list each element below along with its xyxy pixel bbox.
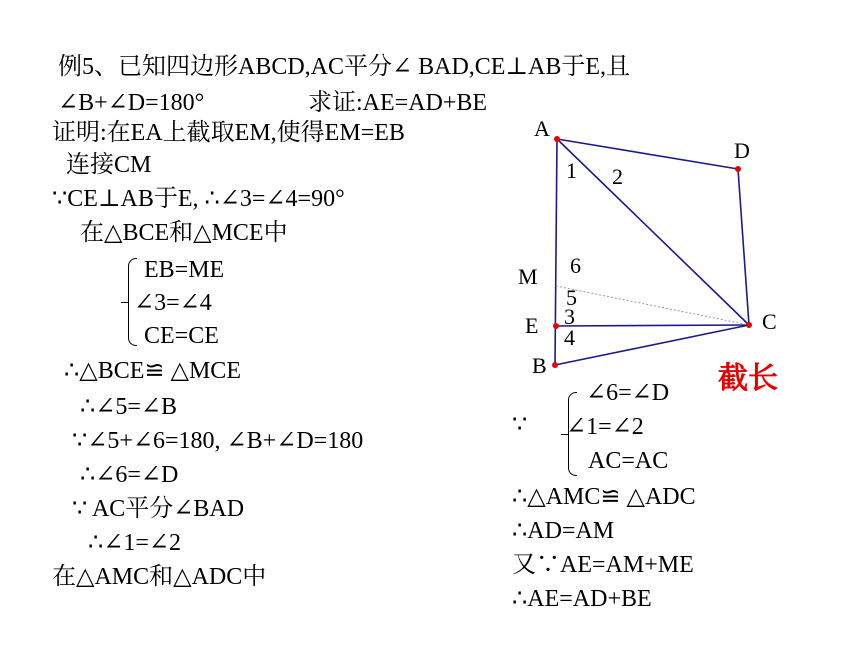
proof-step-construct: 证明:在EA上截取EM,使得EM=EB	[52, 120, 405, 146]
problem-goal: 求证:AE=AD+BE	[308, 90, 488, 116]
system1-eq-3: CE=CE	[144, 323, 219, 349]
proof-step-triangles-1: 在△BCE和△MCE中	[80, 220, 288, 246]
because-symbol: ∵	[512, 412, 528, 438]
method-tag: 截长	[718, 361, 778, 396]
segment-AC	[557, 139, 749, 325]
label-E: E	[525, 313, 539, 338]
point-E	[553, 323, 559, 329]
point-C	[746, 322, 752, 328]
label-A: A	[534, 116, 550, 141]
angle-label-4: 4	[564, 325, 575, 350]
angle-label-6: 6	[570, 253, 581, 278]
proof-step-bisector: ∵ AC平分∠BAD	[72, 496, 245, 522]
problem-condition: ∠B+∠D=180°	[58, 90, 205, 116]
point-A	[554, 136, 560, 142]
point-B	[552, 362, 558, 368]
proof-step-ae-sum: 又∵AE=AM+ME	[512, 552, 694, 578]
angle-label-2: 2	[612, 164, 623, 189]
system2-eq-1: ∠6=∠D	[586, 380, 670, 406]
proof-step-triangles-2: 在△AMC和△ADC中	[52, 564, 267, 590]
segment-AB	[555, 139, 557, 365]
system2-eq-3: AC=AC	[588, 448, 669, 474]
proof-step-connect: 连接CM	[66, 152, 152, 178]
proof-step-perpendicular: ∵CE⊥AB于E, ∴∠3=∠4=90°	[52, 186, 345, 212]
segment-MC	[556, 286, 749, 325]
system2-eq-2: ∠1=∠2	[566, 414, 644, 440]
proof-step-sum: ∵∠5+∠6=180, ∠B+∠D=180	[72, 428, 364, 454]
segment-EC	[556, 325, 749, 326]
angle-label-1: 1	[566, 158, 577, 183]
system1-eq-1: EB=ME	[144, 257, 225, 283]
proof-step-congruent-2: ∴△AMC≌ △ADC	[512, 484, 696, 510]
angle-label-5: 5	[566, 285, 577, 310]
segment-BC	[555, 325, 749, 365]
label-D: D	[734, 138, 750, 163]
proof-conclusion: ∴AE=AD+BE	[512, 586, 652, 612]
label-C: C	[762, 309, 777, 334]
segment-DC	[738, 169, 749, 325]
proof-step-angle12: ∴∠1=∠2	[88, 530, 182, 556]
system1-eq-2: ∠3=∠4	[134, 290, 212, 316]
proof-step-angle5: ∴∠5=∠B	[80, 394, 178, 420]
proof-step-ad-am: ∴AD=AM	[512, 518, 615, 544]
point-D	[735, 166, 741, 172]
label-B: B	[532, 353, 547, 378]
proof-step-congruent-1: ∴△BCE≌ △MCE	[64, 358, 241, 384]
proof-step-angle6: ∴∠6=∠D	[80, 462, 179, 488]
problem-line-1: 例5、已知四边形ABCD,AC平分∠ BAD,CE⊥AB于E,且	[58, 54, 631, 80]
angle-label-3: 3	[564, 304, 575, 329]
label-M: M	[518, 264, 538, 289]
